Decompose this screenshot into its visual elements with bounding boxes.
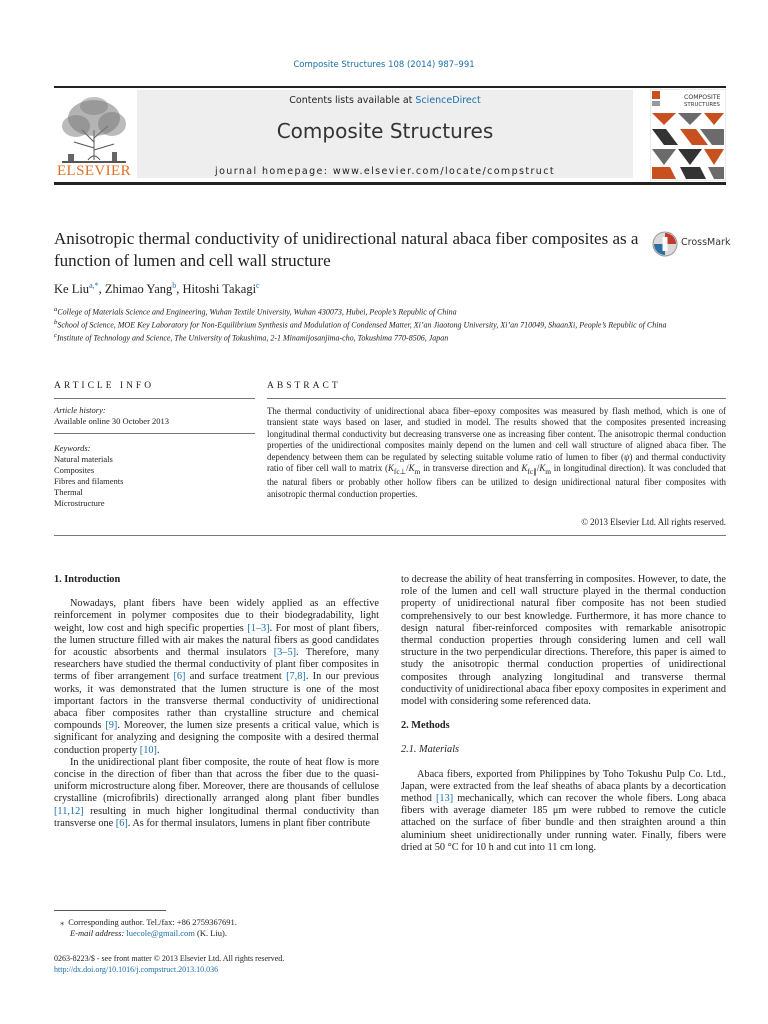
journal-reference-link[interactable]: Composite Structures 108 (2014) 987–991 [293, 60, 475, 70]
crossmark-badge[interactable] [652, 228, 731, 260]
article-title: Anisotropic thermal conductivity of unidirectional natural abaca fiber composites as a function of lumen and cell wall structure [54, 229, 639, 270]
abstract-text [267, 406, 726, 500]
text: . For most of plant fibers, the lumen structure filled with air makes the natural fibers as good candidates for acoustic absorbents and thermal insulators [54, 622, 379, 659]
abstract-heading: ABSTRACT [267, 381, 341, 391]
article-history [54, 405, 255, 427]
k-symbol: K [539, 463, 546, 474]
text: In the unidirectional plant fiber composite, the route of heat flow is more concise in the direction of fiber than that across the fiber due to the quasi-uniform microstructure along fiber. Moreover, there are thousands of cellulose crystalline (microfibrils) directionally arranged along plant fiber bundles [54, 756, 379, 805]
affiliation-mark: c [54, 332, 57, 340]
keyword-item: Composites [54, 465, 95, 475]
info-divider-2 [54, 433, 255, 434]
slash: / [536, 463, 540, 474]
affiliation-mark: b [54, 319, 58, 327]
author-separator: , [176, 282, 183, 297]
journal-cover-thumbnail[interactable] [650, 89, 726, 181]
k-subscript: fc⊥ [393, 466, 407, 476]
publisher-wordmark: ELSEVIER [56, 163, 132, 179]
citation-link[interactable]: [3–5] [273, 647, 297, 659]
citation-link[interactable]: [10] [139, 744, 157, 756]
history-value: Available online 30 October 2013 [54, 416, 170, 426]
footnote-mark: ⁎ [60, 917, 65, 927]
author-mark[interactable]: b [172, 281, 177, 290]
abstract-copyright: © 2013 Elsevier Ltd. All rights reserved. [581, 517, 726, 527]
keyword-item: Natural materials [54, 454, 113, 464]
section-heading-methods: 2. Methods [401, 720, 450, 732]
cover-title-line-1: COMPOSITE [684, 94, 721, 101]
email-note [54, 928, 379, 939]
header-bottom-rule [54, 182, 726, 185]
citation-link[interactable]: [13] [435, 793, 454, 805]
crossmark-label: CrossMark [681, 237, 731, 248]
citation-link[interactable]: [7,8] [286, 671, 306, 683]
slash: / [406, 463, 409, 474]
body-right-column [401, 574, 726, 854]
article-info-heading: ARTICLE INFO [54, 381, 155, 391]
journal-homepage[interactable]: journal homepage: www.elsevier.com/locate/compstruct [215, 166, 555, 177]
footnote [54, 917, 379, 939]
abstract-segment: ) and thermal conductivity ratio of fiber cell wall to matrix ( [267, 451, 726, 474]
header-top-rule [54, 86, 726, 88]
author-separator: , [98, 282, 105, 297]
subsection-heading-materials: 2.1. Materials [401, 744, 460, 756]
info-divider [54, 398, 255, 399]
citation-link[interactable]: [9] [105, 720, 118, 732]
affiliation-item [54, 318, 726, 331]
affiliation-text: School of Science, MOE Key Laboratory for Non-Equilibrium Synthesis and Modulation of Condensed Matter, Xi’an Jiaotong University, Xi’an 710049, ShaanXi, People’s Republic of China [57, 320, 667, 330]
contents-prefix: Contents lists available at [289, 95, 416, 106]
issn-line: 0263-8223/$ - see front matter © 2013 Elsevier Ltd. All rights reserved. [54, 954, 285, 963]
author-name: Ke Liu [54, 282, 90, 297]
keyword-item: Fibres and filaments [54, 476, 124, 486]
citation-link[interactable]: [1–3] [247, 622, 270, 634]
cover-title-line-2: STRUCTURES [684, 102, 720, 108]
text: Nowadays, plant fibers have been widely applied as an effective reinforcement in polymer composites due to their biodegradability, light weight, low cost and high specific properties [54, 598, 379, 634]
affiliation-item [54, 305, 726, 318]
k-symbol: K [388, 463, 394, 474]
corresponding-author-note [54, 917, 379, 928]
author-mark[interactable]: a,* [89, 281, 99, 290]
author-mark[interactable]: c [256, 281, 260, 290]
k-symbol: K [408, 463, 415, 474]
citation-link[interactable]: [6] [115, 817, 128, 829]
corresponding-text: Corresponding author. Tel./fax: +86 2759367691. [68, 917, 237, 927]
text: . Moreover, the lumen size presents a critical value, which is significant for analyzing and designing the composite with a desired thermal conduction property [54, 720, 380, 756]
citation-link[interactable]: [6] [173, 671, 186, 683]
footnote-rule [54, 910, 166, 911]
email-suffix: (K. Liu). [194, 928, 227, 938]
k-subscript: m [414, 466, 421, 476]
body-left-column [54, 574, 379, 830]
abstract-segment: in transverse direction and [420, 463, 522, 474]
abstract-divider [267, 398, 726, 399]
keywords-block [54, 443, 255, 509]
doi-link[interactable]: http://dx.doi.org/10.1016/j.compstruct.2013.10.036 [54, 964, 219, 974]
k-symbol: K [521, 463, 528, 474]
abstract-segment: in longitudinal direction). It was concluded that the natural fibers or probably other hollow fibers can be utilized to design unidirectional natural fiber composites with anisotropic thermal conduction properties. [267, 463, 726, 499]
author-list [54, 281, 260, 297]
history-label: Article history: [54, 405, 106, 415]
text: . [156, 744, 160, 756]
paragraph [401, 769, 726, 854]
paragraph [54, 598, 379, 757]
citation-link[interactable]: [11,12] [54, 805, 84, 817]
paragraph: to decrease the ability of heat transferring in composites. However, to date, the role of the lumen and cell wall structure played in the thermal conduction property of unidirectional natural fiber composite has not been studied comprehensively to our best knowledge. Furthermore, it has more chance to design natural fiber-reinforced composites with remarkable anisotropic thermal conduction properties through considering lumen and cell wall structure in the two perpendicular directions. Therefore, this paper is aimed to study the anisotropic thermal conduction properties of unidirectional composites through analyzing longitudinal and transverse thermal conductivity of unidirectional abaca fiber epoxy composites in experiment and model with considering some referenced data. [401, 574, 726, 708]
email-link[interactable]: luecole@gmail.com [126, 928, 195, 938]
text: Abaca fibers, exported from Philippines by Toho Tokushu Pulp Co. Ltd., Japan, were extracted from the leaf sheaths of abaca plants by a decortication method [401, 768, 726, 805]
text: mechanically, which can recover the whole fibers. Long abaca fibers with average diameter 185 μm were rubbed to remove the cuticle attached on the surface of fiber bundle and then straighten around a thin aluminium sheet unidirectionally under running water. Finally, fibers were dried at 50 °C for 10 h and cut into 11 cm long. [401, 793, 726, 853]
text: . As for thermal insulators, lumens in plant fiber contribute [127, 817, 370, 829]
abstract-segment: The thermal conductivity of unidirectional abaca fiber–epoxy composites was measured by flash method, which is one of transient state ways based on laser, and studied in model. The results showed that the composites presented increasing longitudinal thermal conductivity but decreasing transverse one as increasing fiber content. The anisotropic thermal conduction properties of the unidirectional composites mainly depend on the lumen and cell wall structure of aligned abaca fiber. The dependency between them can be regulated by selecting suitable volume ratio of lumen to fiber ( [267, 406, 726, 462]
affiliation-text: College of Materials Science and Engineering, Wuhan Textile University, Wuhan 430073, Hubei, People’s Republic of China [57, 307, 457, 317]
k-subscript: m [545, 466, 551, 476]
keywords-label: Keywords: [54, 443, 91, 453]
abstract-bottom-divider [54, 535, 726, 536]
bottom-identifiers [54, 954, 379, 975]
psi-symbol: ψ [623, 451, 630, 462]
text: . In our previous works, it was demonstrated that the lumen structure is one of the most important factors in the transverse thermal conductivity of unidirectional abaca fiber composites rather than crystalline structure and chemical compounds [54, 671, 379, 732]
crossmark-icon [652, 228, 678, 260]
affiliation-item [54, 331, 726, 344]
author-name: Hitoshi Takagi [182, 282, 257, 297]
section-heading-introduction: 1. Introduction [54, 574, 121, 585]
affiliation-text: Institute of Technology and Science, The University of Tokushima, 2-1 Minamijosanjima-cho, Tokushima 770-8506, Japan [56, 333, 449, 343]
journal-title: Composite Structures [276, 119, 494, 143]
keyword-item: Thermal [54, 487, 83, 497]
k-subscript: fc∥ [527, 466, 537, 476]
contents-line [137, 95, 633, 106]
sciencedirect-link[interactable]: ScienceDirect [415, 95, 481, 106]
paragraph [54, 757, 379, 830]
affiliation-mark: a [54, 306, 58, 313]
author-name: Zhimao Yang [104, 282, 173, 297]
affiliations [54, 305, 726, 344]
keyword-item: Microstructure [54, 498, 105, 508]
text: and surface treatment [185, 671, 287, 683]
text: . Therefore, many researchers have studied the thermal conductivity of plant fiber composites in terms of fiber arrangement [54, 647, 379, 683]
text: resulting in much higher longitudinal thermal conductivity than transverse one [54, 805, 379, 829]
email-label: E-mail address: [70, 928, 125, 938]
